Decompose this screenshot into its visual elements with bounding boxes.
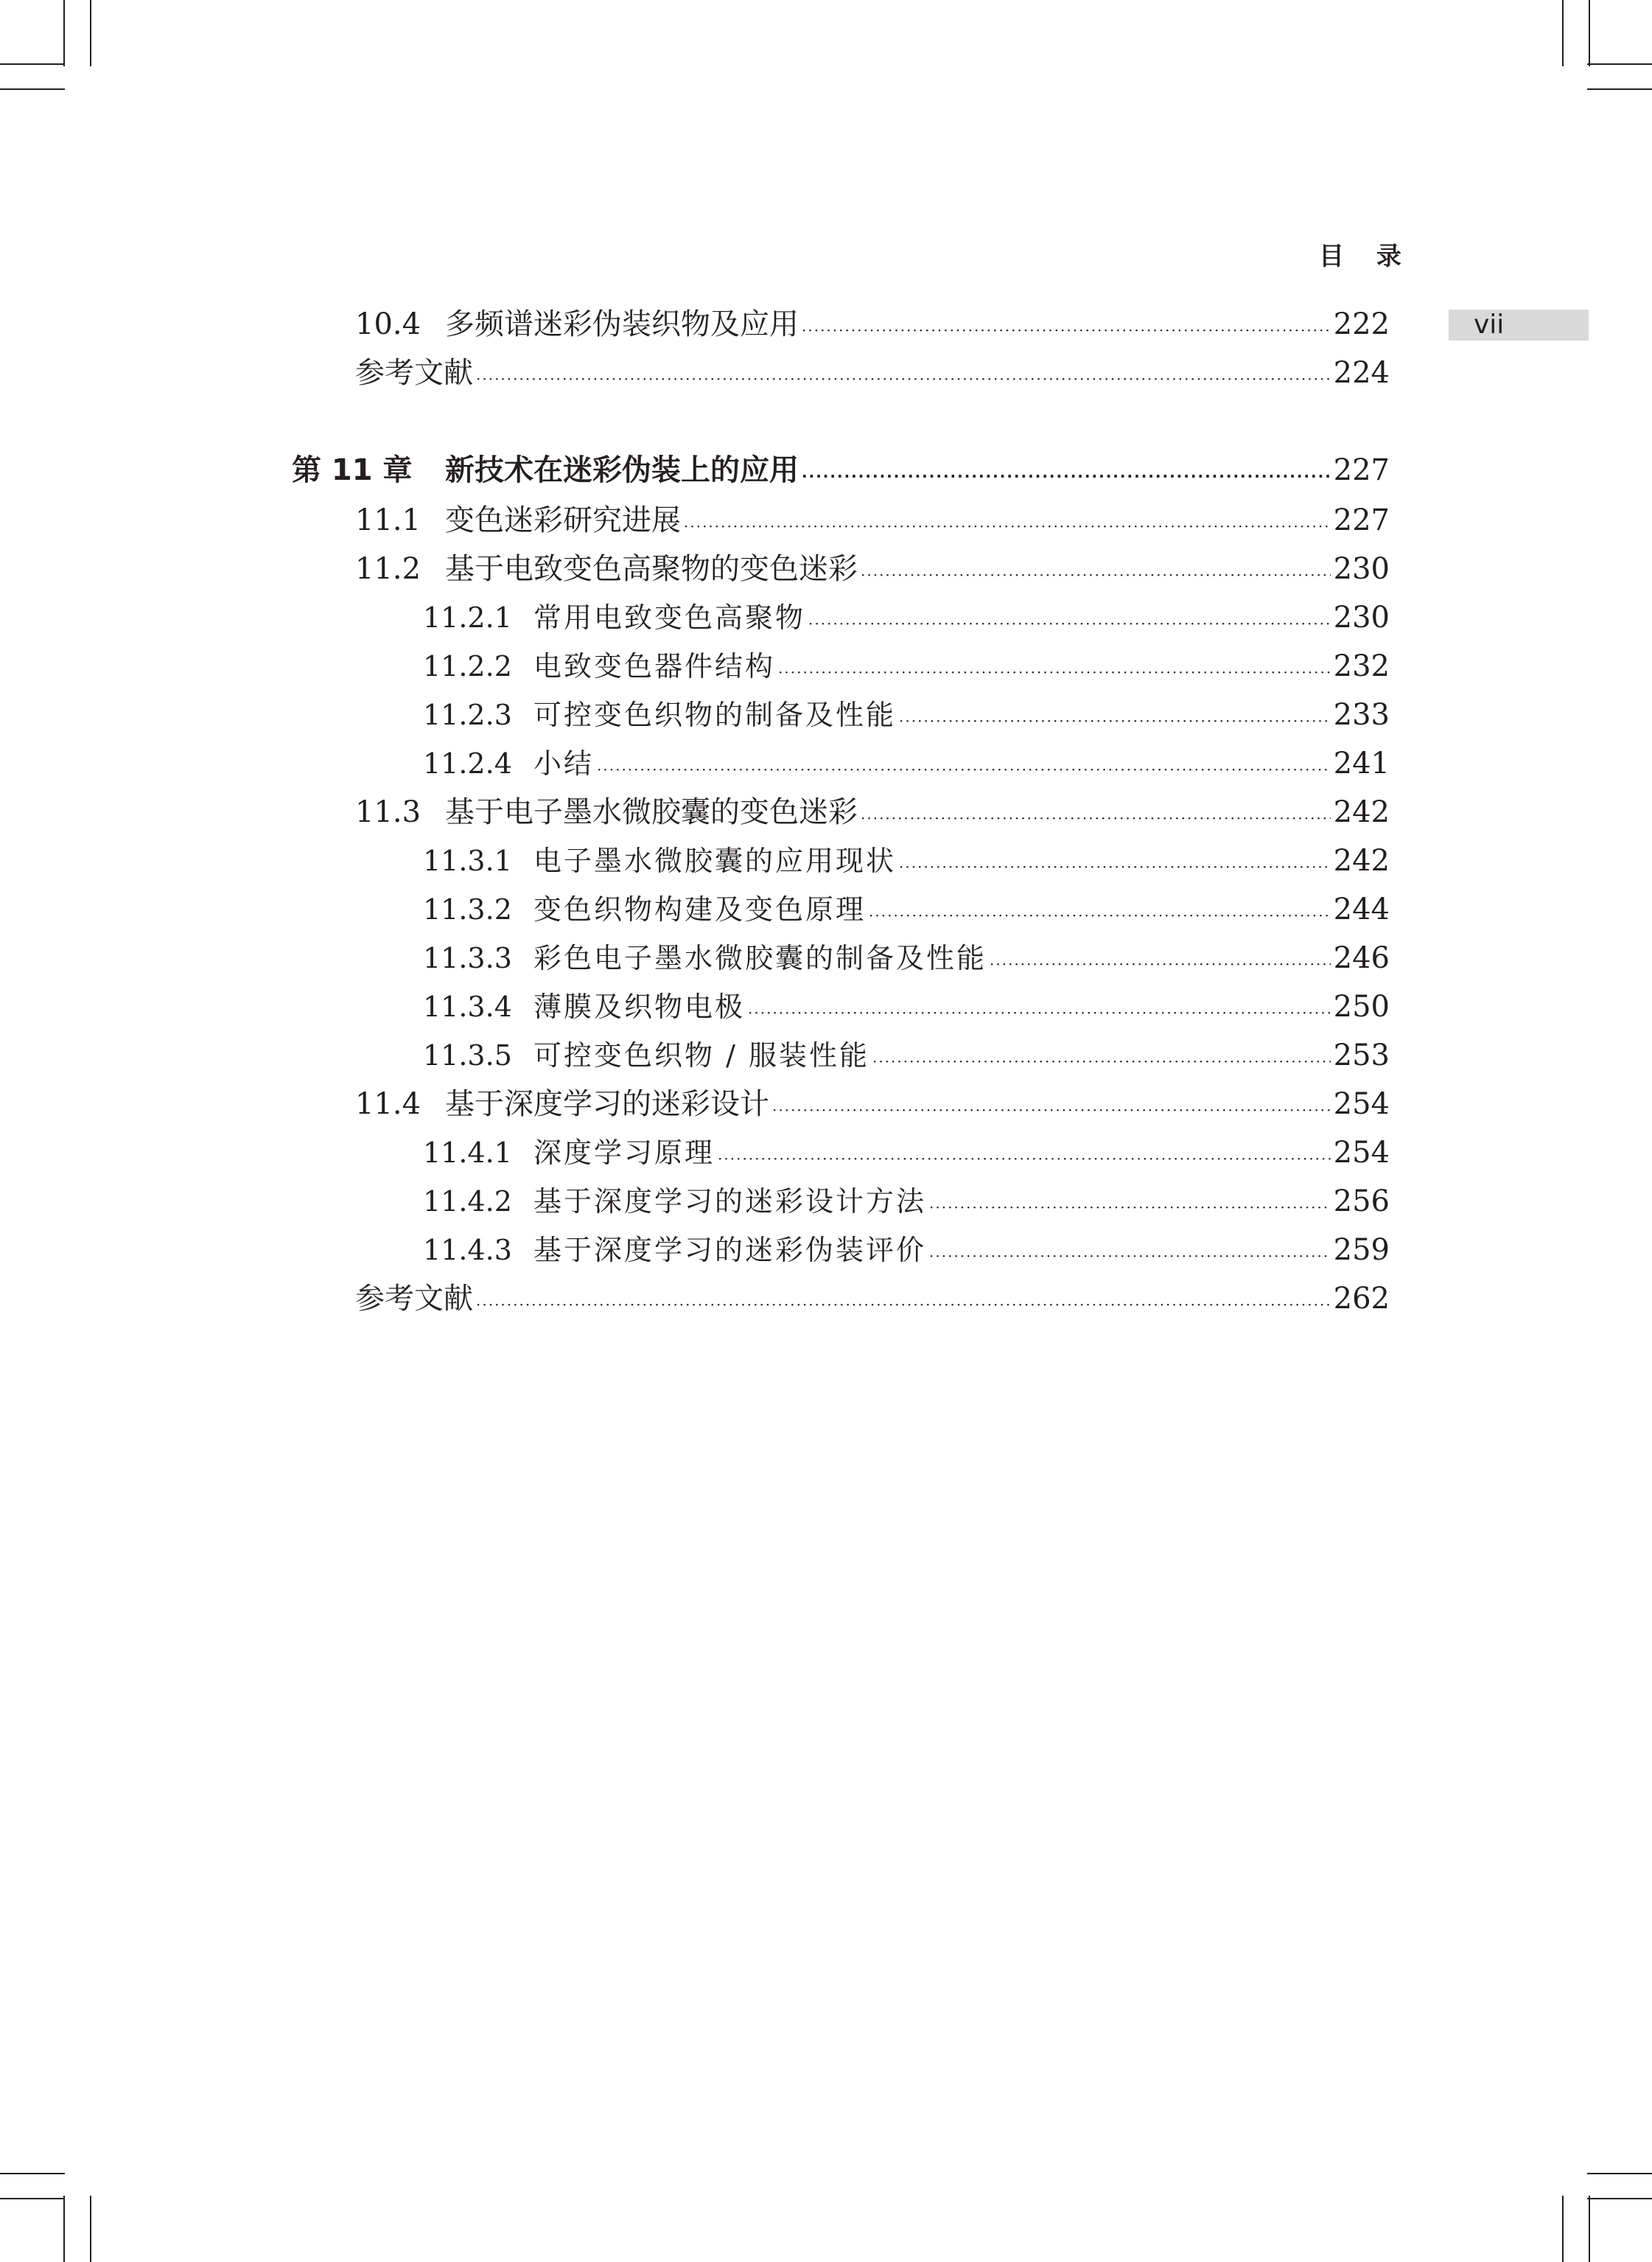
toc-number: 11.2.4	[423, 747, 512, 780]
toc-entry	[423, 1181, 1390, 1222]
toc-entry	[355, 792, 1390, 833]
toc-title: 电致变色器件结构	[533, 650, 776, 683]
toc-number: 11.3.4	[423, 991, 512, 1023]
crop-mark	[63, 2196, 65, 2262]
dot-leader	[990, 949, 1331, 979]
toc-number: 11.1	[355, 503, 421, 537]
crop-mark	[1587, 2173, 1652, 2174]
toc-number: 11.2	[355, 552, 421, 586]
toc-entry	[423, 743, 1390, 784]
toc-page: 242	[1333, 795, 1390, 829]
toc-page: 242	[1333, 844, 1390, 878]
toc-number: 11.3.3	[423, 942, 512, 974]
toc-page: 241	[1333, 747, 1390, 781]
toc-page: 246	[1333, 941, 1390, 975]
toc-entry	[423, 1132, 1390, 1173]
toc-title: 新技术在迷彩伪装上的应用	[445, 453, 799, 487]
dot-leader	[899, 706, 1331, 736]
toc-title: 电子墨水微胶囊的应用现状	[533, 845, 897, 877]
toc-page: 250	[1333, 990, 1390, 1024]
dot-leader	[476, 364, 1331, 394]
toc-page: 254	[1333, 1087, 1390, 1121]
dot-leader	[861, 803, 1331, 833]
crop-mark	[1587, 88, 1652, 90]
crop-mark	[0, 88, 65, 90]
toc-entry	[355, 1083, 1390, 1125]
toc-page: 259	[1333, 1233, 1390, 1267]
toc-number: 11.2.1	[423, 601, 512, 634]
toc-number: 11.4.1	[423, 1137, 512, 1169]
dot-leader	[869, 901, 1331, 930]
dot-leader	[899, 852, 1331, 882]
toc-number: 第 11 章	[292, 453, 413, 487]
toc-title: 变色迷彩研究进展	[445, 503, 681, 537]
toc-number: 11.3.1	[423, 845, 512, 877]
crop-mark	[1587, 2198, 1652, 2199]
running-head: 目 录	[1319, 242, 1413, 271]
toc-entry	[423, 938, 1390, 979]
crop-mark	[1587, 63, 1652, 65]
dot-leader	[808, 609, 1331, 638]
toc-entry	[423, 1229, 1390, 1271]
toc-page: 254	[1333, 1136, 1390, 1170]
toc-page: 253	[1333, 1039, 1390, 1072]
dot-leader	[718, 1144, 1331, 1173]
crop-mark	[1562, 0, 1564, 66]
dot-leader	[802, 461, 1331, 491]
toc-title: 变色织物构建及变色原理	[533, 893, 867, 926]
toc-title: 参考文献	[355, 356, 473, 390]
toc-number: 10.4	[355, 307, 421, 341]
toc-page: 230	[1333, 601, 1390, 635]
toc-page: 227	[1333, 503, 1390, 537]
toc-entry	[355, 352, 1390, 394]
toc-title: 参考文献	[355, 1282, 473, 1316]
dot-leader	[861, 560, 1331, 590]
dot-leader	[802, 315, 1331, 345]
toc-entry	[423, 986, 1390, 1027]
toc-title: 常用电致变色高聚物	[533, 601, 806, 634]
toc-number: 11.2.3	[423, 699, 512, 731]
dot-leader	[929, 1193, 1331, 1222]
toc-page: 222	[1333, 307, 1390, 341]
toc-title: 基于电子墨水微胶囊的变色迷彩	[445, 795, 858, 829]
toc-page: 244	[1333, 893, 1390, 926]
toc-page: 227	[1333, 453, 1390, 487]
dot-leader	[748, 998, 1331, 1027]
toc-page: 230	[1333, 552, 1390, 586]
toc-entry	[423, 597, 1390, 638]
toc-page: 256	[1333, 1184, 1390, 1218]
toc-chapter	[292, 450, 1390, 491]
page-number: vii	[1474, 310, 1505, 340]
toc-entry	[355, 1278, 1390, 1319]
toc-entry	[355, 548, 1390, 590]
toc-title: 薄膜及织物电极	[533, 991, 746, 1023]
toc-title: 可控变色织物 / 服装性能	[533, 1039, 869, 1072]
toc-entry	[355, 304, 1390, 345]
toc-number: 11.4	[355, 1087, 421, 1121]
crop-mark	[0, 2198, 65, 2199]
toc-title: 基于电致变色高聚物的变色迷彩	[445, 552, 858, 586]
toc-entry	[423, 1035, 1390, 1076]
crop-mark	[1589, 0, 1590, 66]
dot-leader	[684, 512, 1331, 541]
crop-mark	[0, 63, 65, 65]
toc-title: 可控变色织物的制备及性能	[533, 699, 897, 731]
toc-number: 11.3	[355, 795, 421, 829]
dot-leader	[929, 1241, 1331, 1271]
dot-leader	[476, 1290, 1331, 1319]
crop-mark	[0, 2173, 65, 2174]
toc-number: 11.4.3	[423, 1234, 512, 1266]
dot-leader	[772, 1095, 1331, 1125]
toc-number: 11.3.2	[423, 893, 512, 926]
dot-leader	[872, 1047, 1331, 1076]
toc-title: 多频谱迷彩伪装织物及应用	[445, 307, 799, 341]
folio-tab	[1449, 310, 1589, 341]
toc-number: 11.4.2	[423, 1185, 512, 1218]
dot-leader	[778, 657, 1331, 687]
toc-page: 262	[1333, 1282, 1390, 1316]
dot-leader	[597, 755, 1331, 784]
toc-entry	[423, 840, 1390, 882]
toc-page: 224	[1333, 356, 1390, 390]
crop-mark	[63, 0, 65, 66]
crop-mark	[1589, 2196, 1590, 2262]
toc-page: 233	[1333, 698, 1390, 732]
toc-title: 基于深度学习的迷彩伪装评价	[533, 1234, 927, 1266]
crop-mark	[1562, 2196, 1564, 2262]
toc-number: 11.2.2	[423, 650, 512, 683]
toc-title: 基于深度学习的迷彩设计方法	[533, 1185, 927, 1218]
toc-number: 11.3.5	[423, 1039, 512, 1072]
toc-title: 小结	[533, 747, 595, 780]
crop-mark	[90, 0, 91, 66]
toc-entry	[355, 500, 1390, 541]
toc-entry	[423, 694, 1390, 736]
crop-mark	[90, 2196, 91, 2262]
toc-title: 彩色电子墨水微胶囊的制备及性能	[533, 942, 987, 974]
toc-title: 基于深度学习的迷彩设计	[445, 1087, 769, 1121]
toc-title: 深度学习原理	[533, 1137, 715, 1169]
toc-entry	[423, 646, 1390, 687]
toc-page: 232	[1333, 649, 1390, 683]
toc-entry	[423, 889, 1390, 930]
